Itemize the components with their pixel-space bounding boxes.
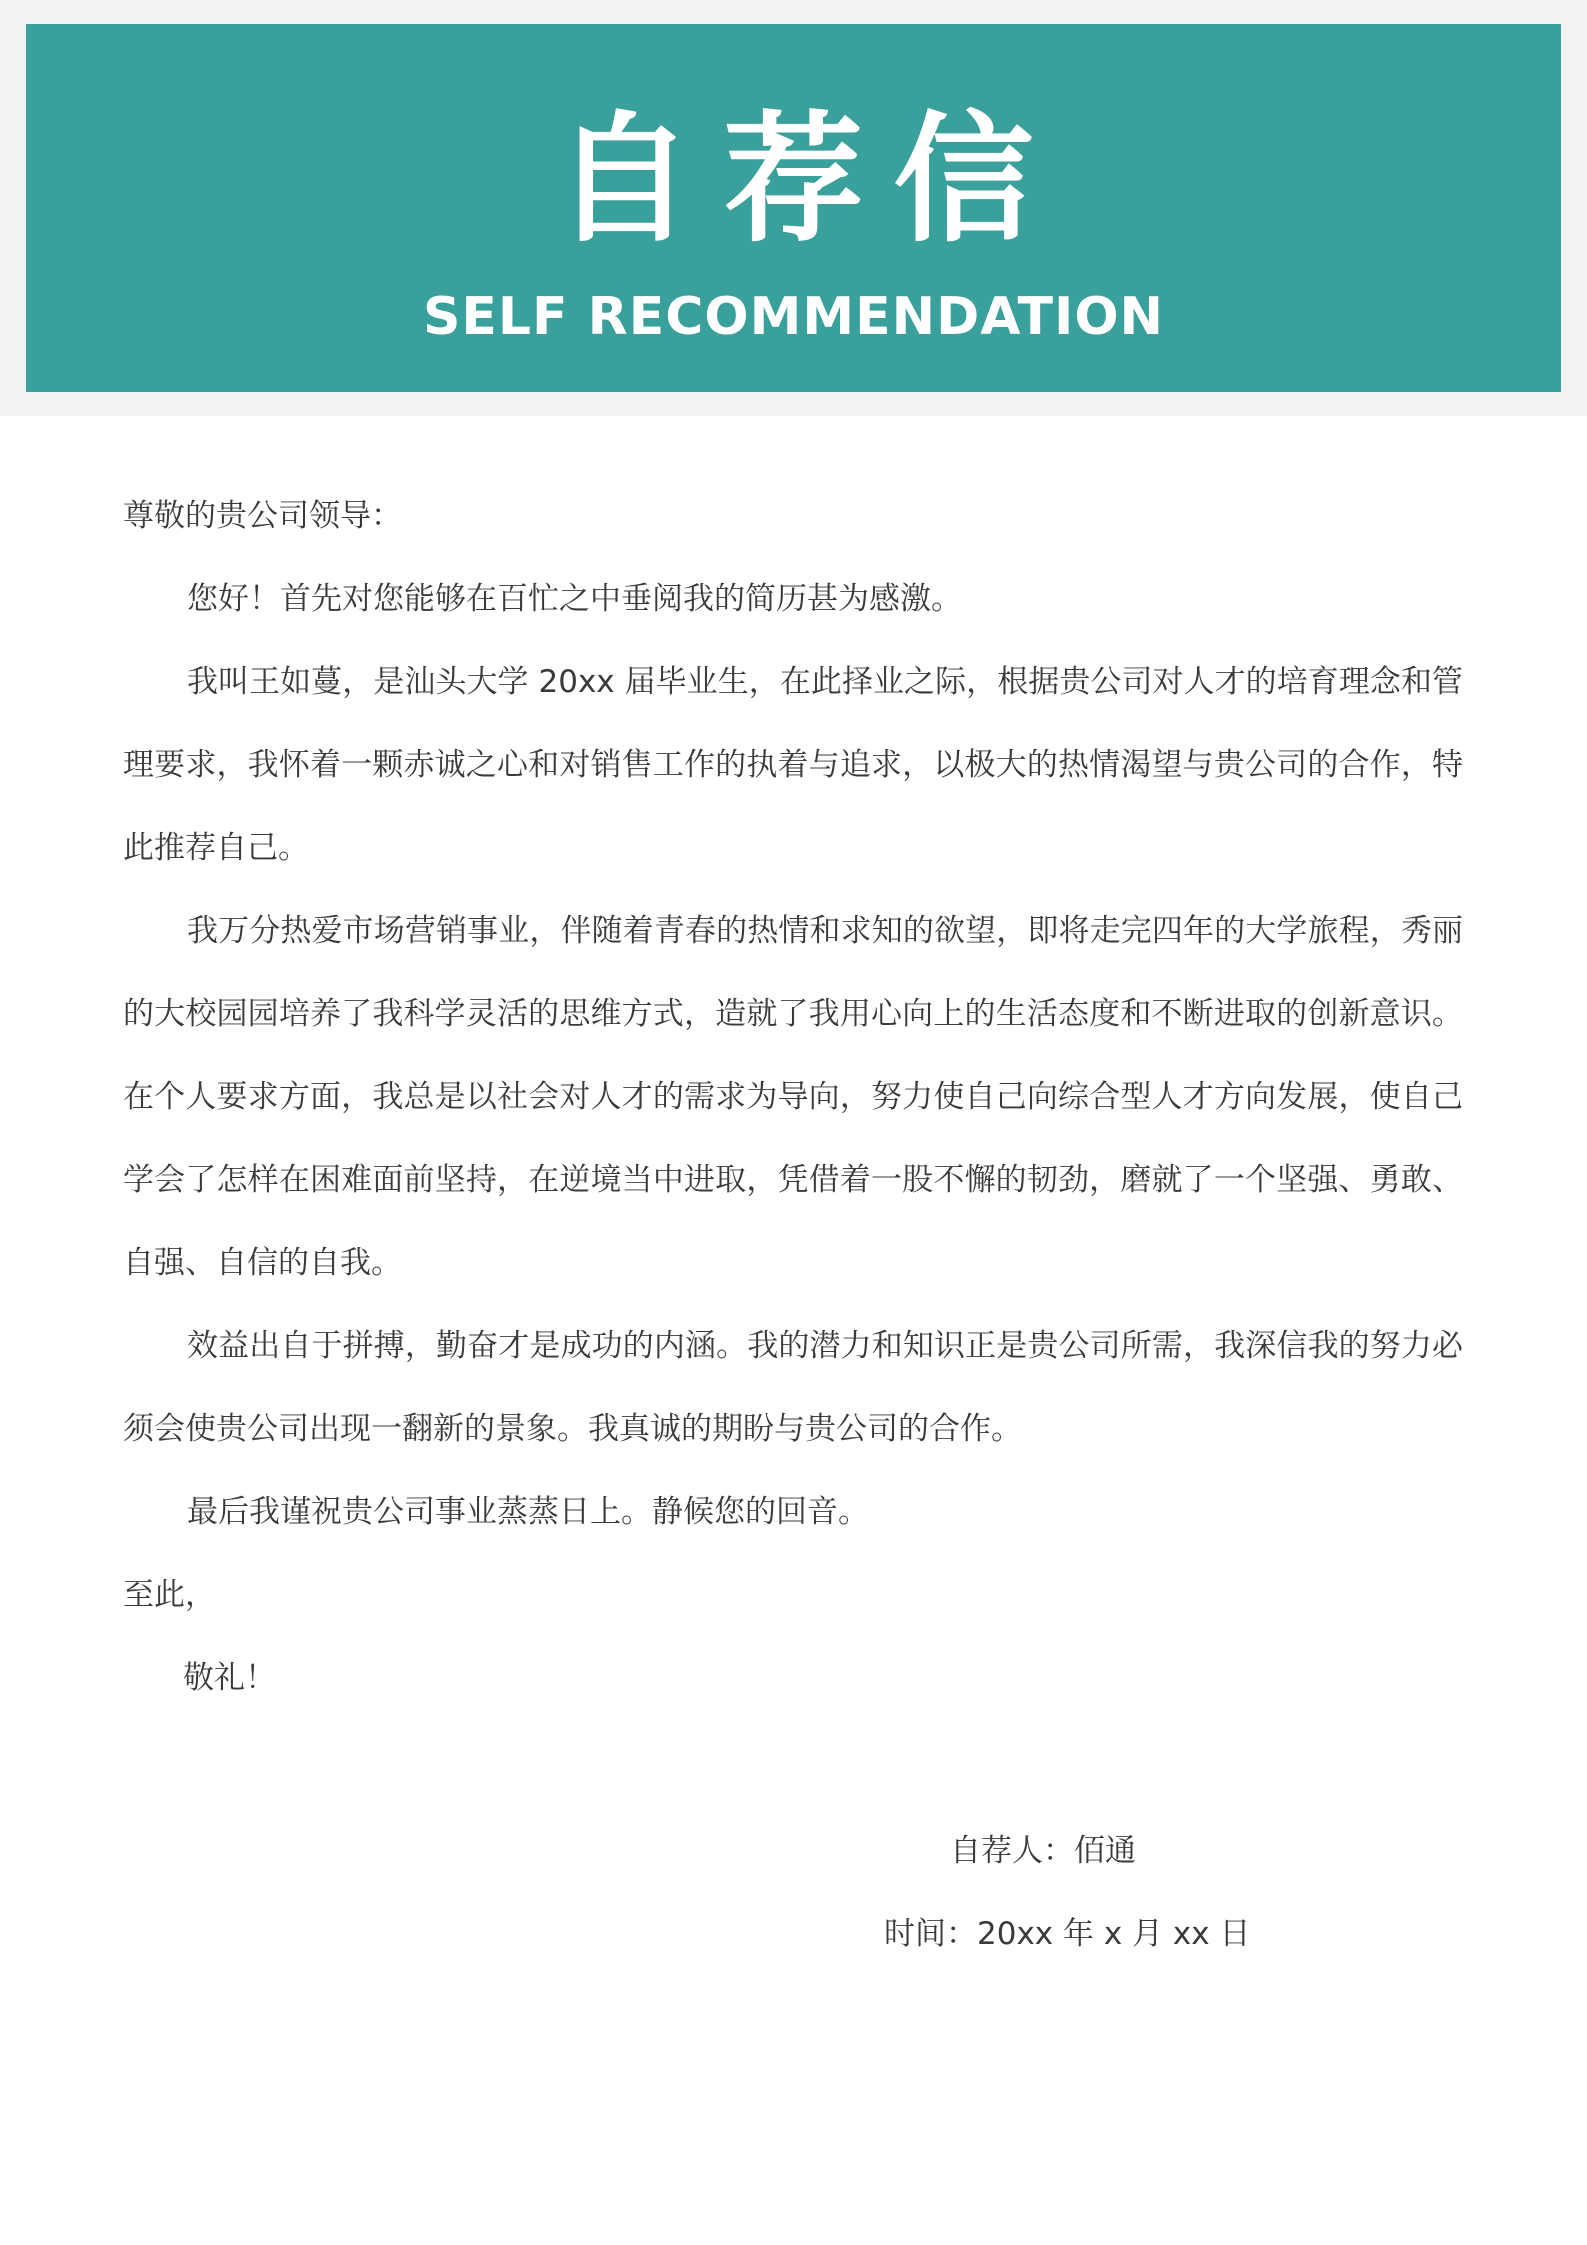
regards: 敬礼！	[183, 1660, 276, 1696]
page-title: 自荐信	[553, 99, 1064, 262]
closing: 至此，	[123, 1577, 216, 1613]
salutation: 尊敬的贵公司领导：	[123, 498, 402, 534]
header-band	[0, 0, 1587, 416]
date-line: 时间：20xx 年 x 月 xx 日	[884, 1916, 1251, 1952]
paragraph-introduction: 我叫王如蔓，是汕头大学 20xx 届毕业生，在此择业之际，根据贵公司对人才的培育理念和管理要求，我怀着一颗赤诚之心和对销售工作的执着与追求，以极大的热情渴望与贵公司的合作，特此推荐自己。	[123, 664, 1463, 866]
page-subtitle: SELF RECOMMENDATION	[422, 287, 1165, 347]
signature: 自荐人：佰通	[950, 1833, 1136, 1869]
paragraph-experience: 我万分热爱市场营销事业，伴随着青春的热情和求知的欲望，即将走完四年的大学旅程，秀丽的大校园园培养了我科学灵活的思维方式，造就了我用心向上的生活态度和不断进取的创新意识。在个人要求方面，我总是以社会对人才的需求为导向，努力使自己向综合型人才方向发展，使自己学会了怎样在困难面前坚持，在逆境当中进取，凭借着一股不懈的韧劲，磨就了一个坚强、勇敢、自强、自信的自我。	[123, 913, 1463, 1281]
paragraph-greeting: 您好！首先对您能够在百忙之中垂阅我的简历甚为感激。	[187, 581, 962, 617]
letter-body	[123, 475, 1463, 1720]
paragraph-wishes: 最后我谨祝贵公司事业蒸蒸日上。静候您的回音。	[187, 1494, 869, 1530]
title-banner	[26, 24, 1561, 392]
paragraph-motivation: 效益出自于拼搏，勤奋才是成功的内涵。我的潜力和知识正是贵公司所需，我深信我的努力必须会使贵公司出现一翻新的景象。我真诚的期盼与贵公司的合作。	[123, 1328, 1463, 1447]
